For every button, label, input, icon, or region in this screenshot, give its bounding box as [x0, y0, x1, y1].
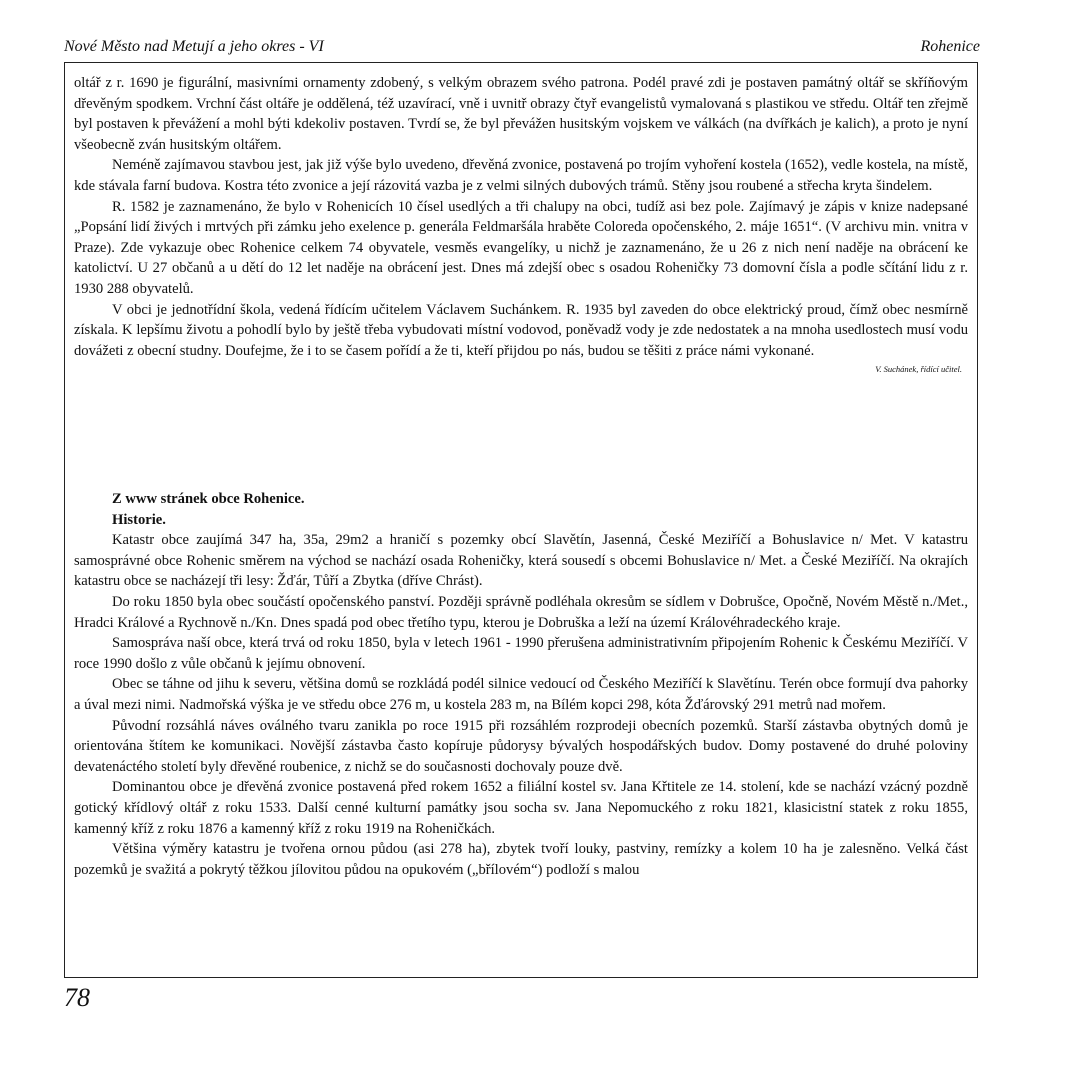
- paragraph: R. 1582 je zaznamenáno, že bylo v Rohenicích 10 čísel usedlých a tři chalupy na obci, tudíž asi bez pole. Zajímavý je zápis v knize nadepsané „Popsání lidí živých i mrtvých při zámku jeho exelence p. generála Feldmaršála hraběte Coloreda opočenského, 2. máje 1651“. (V archivu min. vnitra v Praze). Zde vykazuje obec Rohenice celkem 74 obyvatele, vesměs evangelíky, u nichž je zaznamenáno, že u 26 z nich není naděje na obrácení ke katolictví. U 27 občanů a u dětí do 12 let naděje na obrácení jest. Dnes má zdejší obec s osadou Roheničky 73 domovní čísla a podle sčítání lidu z r. 1930 288 obyvatelů.: [74, 198, 968, 297]
- header-chapter-title: Rohenice: [920, 38, 980, 55]
- chronicle-section: [74, 73, 968, 375]
- paragraph: Do roku 1850 byla obec součástí opočenského panství. Později správně podléhala okresům se sídlem v Dobrušce, Opočně, Novém Městě n./Met., Hradci Králové a Rychnově n./Kn. Dnes spadá pod obec třetího typu, kterou je Dobruška a leží na území Královéhradeckého kraje.: [74, 593, 968, 631]
- paragraph: Neméně zajímavou stavbou jest, jak již výše bylo uvedeno, dřevěná zvonice, postavená po trojím vyhoření kostela (1652), vedle kostela, na místě, kde stávala farní budova. Kostra této zvonice a její rázovitá vazba je z velmi silných dubových trámů. Stěny jsou roubené a střecha kryta šindelem.: [74, 157, 968, 194]
- paragraph: Obec se táhne od jihu k severu, většina domů se rozkládá podél silnice vedoucí od Českého Meziříčí k Slavětínu. Terén obce formují dva pahorky a úval mezi nimi. Nadmořská výška je ve středu obce 276 m, u kostela 283 m, na Bílém kopci 298, kóta Žďárovský 291 metrů nad mořem.: [74, 676, 968, 713]
- running-header: [64, 38, 980, 60]
- paragraph: Samospráva naší obce, která trvá od roku 1850, byla v letech 1961 - 1990 přerušena administrativním připojením Rohenic k Českému Meziříčí. V roce 1990 došlo z vůle občanů k jejímu obnovení.: [74, 635, 968, 672]
- text-frame: [64, 62, 978, 978]
- header-book-title: Nové Město nad Metují a jeho okres - VI: [64, 38, 324, 55]
- paragraph: Původní rozsáhlá náves oválného tvaru zanikla po roce 1915 při rozsáhlém rozprodeji obecních pozemků. Starší zástavba obytných domů je orientována štítem ke komunikaci. Novější zástavba často kopíruje půdorysy bývalých hospodářských budov. Domy postavené do druhé poloviny devatenáctého století byly dřevěné roubenice, z nichž se do současnosti dochovaly pouze dvě.: [74, 717, 968, 775]
- website-section: [74, 489, 968, 880]
- paragraph: Dominantou obce je dřevěná zvonice postavená před rokem 1652 a filiální kostel sv. Jana Křtitele ze 14. stolení, kde se nachází vzácný pozdně gotický křídlový oltář z roku 1533. Další cenné kulturní památky jsou socha sv. Jana Nepomuckého z roku 1821, klasicistní statek z roku 1855, kamenný kříž z roku 1876 a kamenný kříž z roku 1919 na Roheničkách.: [74, 779, 968, 837]
- page-number: 78: [64, 983, 90, 1012]
- author-signature: V. Suchánek, řídící učitel.: [875, 364, 962, 375]
- paragraph: V obci je jednotřídní škola, vedená řídícím učitelem Václavem Suchánkem. R. 1935 byl zaveden do obce elektrický proud, čímž obec nesmírně získala. K lepšímu životu a pohodlí bylo by ještě třeba vybudovati místní vodovod, poněvadž vody je zde nedostatek a na mnoha usedlostech musí vodu dovážeti z obecní studny. Doufejme, že i to se časem pořídí a že ti, kteří přijdou po nás, budou se těšiti z práce námi vykonané.: [74, 301, 968, 359]
- paragraph: Katastr obce zaujímá 347 ha, 35a, 29m2 a hraničí s pozemky obcí Slavětín, Jasenná, České Meziříčí a Bohuslavice n/ Met. V katastru samosprávné obce Rohenic směrem na východ se nachází osada Roheničky, která sousedí s obcemi Bohuslavice n/ Met. a České Meziříčí. Na okrajích katastru obce se nacházejí tři lesy: Žďár, Tůří a Zbytka (dříve Chrást).: [74, 532, 968, 590]
- paragraph: oltář z r. 1690 je figurální, masivními ornamenty zdobený, s velkým obrazem svého patrona. Podél pravé zdi je postaven památný oltář se skříňovým dřevěným spodkem. Vrchní část oltáře je oddělená, též uzavírací, vně i uvnitř obrazy čtyř evangelistů vymalovaná s plastikou ve středu. Oltář ten zřejmě byl postaven k převážení a mohl býti kdekoliv postaven. Tvrdí se, že byl převážen husitským vojskem ve válkách (na dvířkách je kalich), a proto je nyní všeobecně zván husitským oltářem.: [74, 75, 968, 153]
- section-subheading: Historie.: [112, 511, 166, 528]
- paragraph: Většina výměry katastru je tvořena ornou půdou (asi 278 ha), zbytek tvoří louky, pastviny, remízky a kolem 10 ha je zalesněno. Velká část pozemků je svažitá a pokrytý těžkou jílovitou půdou na opukovém („břílovém“) podloží s malou: [74, 841, 968, 878]
- section-heading: Z www stránek obce Rohenice.: [112, 491, 305, 507]
